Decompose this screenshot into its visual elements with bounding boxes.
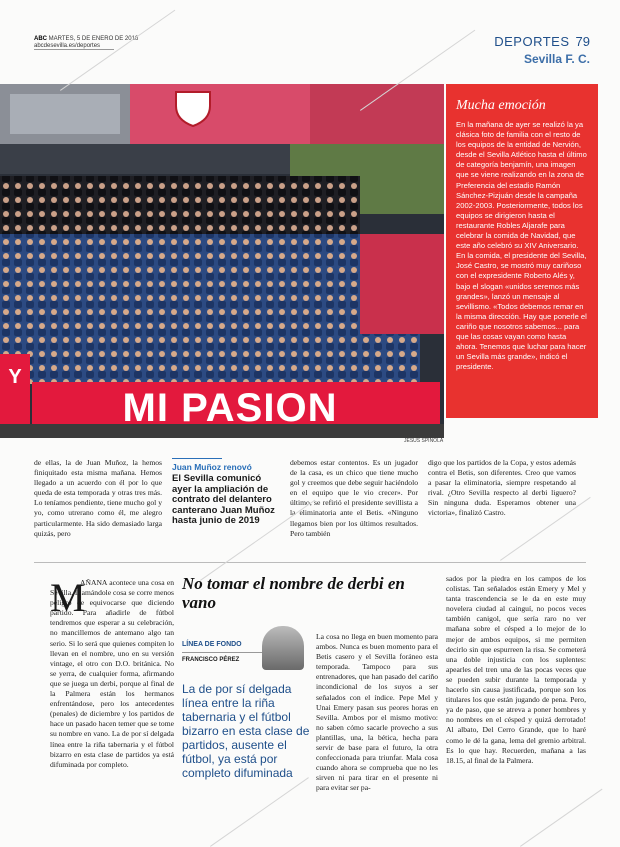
brand: ABC	[34, 36, 47, 42]
highlight-label: Juan Muñoz renovó	[172, 462, 252, 472]
article-col-3: debemos estar contentos. Es un jugador de la casa, es un chico que tiene mucho gol y creemos que debe seguir haciéndolo en el equipo que le vio crecer». Por último, se refirió el presidente sevillista a la eliminatoria ante el Betis. «Ninguno llegamos bien por los últimos resultados. Pero también	[290, 458, 418, 538]
section-divider	[34, 562, 586, 563]
stand-banner: MI PASION	[122, 386, 338, 430]
sidebar-box	[446, 84, 598, 418]
team-photo	[0, 84, 444, 438]
drop-cap: M	[50, 575, 86, 620]
photo-credit: JESÚS SPÍNOLA	[404, 438, 444, 444]
watermark-line	[60, 10, 175, 91]
pull-quote: La de por sí delgada línea entre la riña tabernaria y el fútbol bizarro en esta clase de partidos, ausente el fútbol, ya está por completo difuminada	[182, 682, 310, 780]
issue-date: MARTES, 5 DE ENERO DE 2016	[48, 36, 139, 42]
stadium-photo-illustration	[0, 84, 444, 438]
column-label: LÍNEA DE FONDO	[182, 641, 242, 648]
opinion-col-1: AÑANA acontece una cosa en Sevilla. Llamándole cosa se corre menos peligro de equivocarse que diciendo partido. Para añadirle de fútbol tendremos que esperar a su celebración, no mancillemos de antemano algo tan serio. Si lo será que quienes compiten lo llevan en el nombre, uno en su versión vintage, el otro con D.O. británica. No se yerra, de cualquier forma, afirmando que se juega un derbi, porque al final de la Palmera están los hermanos enfrentándose, pero los antecedentes (penales) de diciembre y los partidos de hace un pasado hacen temer que se tome su nombre en vano. La de por sí delgada línea entre la riña tabernaria y el fútbol bizarro en esta clase de partidos ya está difuminada por completo.	[50, 578, 174, 769]
sidebar-title: Mucha emoción	[456, 98, 546, 113]
watermark-line	[520, 789, 602, 847]
stand-letter: Y	[8, 366, 22, 388]
masthead	[34, 36, 138, 50]
author-avatar	[262, 626, 304, 670]
sidebar-body: En la mañana de ayer se realizó la ya clásica foto de familia con el resto de los equipos de la entidad de Nervión, desde el Sevilla Atlético hasta el último de categoría benjamín, una imagen que se viene realizando en la zona de Preferencia del estadio Ramón Sánchez-Pizjuán desde la campaña 2002-2003. Posteriormente, todos los equipos se dirigieron hasta el restaurante Robles Aljarafe para celebrar la comida de Navidad, que este año celebró su XIV Aniversario. En la comida, el presidente del Sevilla, José Castro, se mostró muy cariñoso con el expresidente Roberto Alés y, bajo el slogan «unidos seremos más grandes», lanzó un mensaje al sevillismo. «Todos debemos remar en la misma dirección. Hay que ponerle el cariño que nosotros sabemos... para que las cosas vayan como hasta ahora. Tenemos que luchar para hacer un Sevilla más grande», indicó el presidente.	[456, 120, 587, 372]
highlight-text: El Sevilla comunicó ayer la ampliación de contrato del delantero canterano Juan Muñoz hasta junio de 2019	[172, 473, 275, 526]
author-name: FRANCISCO PÉREZ	[182, 657, 240, 663]
section-name: DEPORTES	[494, 34, 570, 49]
divider	[34, 49, 114, 50]
section-header	[494, 33, 590, 66]
opinion-title: No tomar el nombre de derbi en vano	[182, 574, 405, 612]
page-number: 79	[575, 34, 590, 49]
team-name: Sevilla F. C.	[523, 52, 590, 66]
opinion-col-3: La cosa no llega en buen momento para ambos. Nunca es buen momento para el Betis casero y el Sevilla foráneo esta temporada. Tampoco para sus entrenadores, que han pasado del cariño incondicional de los suyos a ser señalados con el índice. Pepe Mel y Unai Emery pasan sus peores horas en Sevilla. Ambos por el mismo motivo: no saben cómo sacarle provecho a sus plantillas, una, la bética, hecha para servir de base para el futuro, la otra confeccionada para triunfar. Mala cosa cuando ahora se comprueba que no les sirven ni para tirar en el presente ni para evitar ser pa-	[316, 632, 438, 793]
opinion-col-4: sados por la piedra en los campos de los colistas. Tan señalados están Emery y Mel y tanta trascendencia se le da en este muy novelera ciudad al cainguí, no pocos veces también canigol, que sería raro no ver mañana sobre el césped a lo mejor de lo mejor de ambos equipos, si me permiten decirlo sin que espurreen la risa. Se cometerá una doble injusticia con los suplentes: apearles del tren una de las pocas veces que se pueden subir durante la temporada y hacerlo sin causa justificada, porque son los titulares los que están jugando de pena. Pero, ya de paso, que se atreva a poner hombres y no nombres en el césped y quizá derrotado! Al albato, Del Cerro Grande, que lo haré como le dé la gana, lema del gremio arbitral. Es lo que hay. Recuerden, mañana a las 18.15, al final de la Palmera.	[446, 574, 586, 765]
watermark-line	[210, 777, 309, 847]
article-col-4: digo que los partidos de la Copa, y estos además contra el Betis, son diferentes. Creo que vamos a pasar la eliminatoria, siempre respetando al rival. ¿Otro Sevilla respecto al derbi liguero? Sin ninguna duda. Esperamos obtener una victoria», finalizó Castro.	[428, 458, 576, 518]
section-url: abcdesevilla.es/deportes	[34, 43, 101, 49]
highlight-rule	[172, 458, 222, 459]
article-col-1: de ellas, la de Juan Muñoz, la hemos finiquitado esta misma mañana. Hemos llegado a un acuerdo con él por lo que queda de esta temporada y otras tres más. Lo teníamos pendiente, tiene mucho gol y yo, como utrerano como él, me alegro particularmente. Ha sido demasiado larga quizás, pero	[34, 458, 162, 538]
